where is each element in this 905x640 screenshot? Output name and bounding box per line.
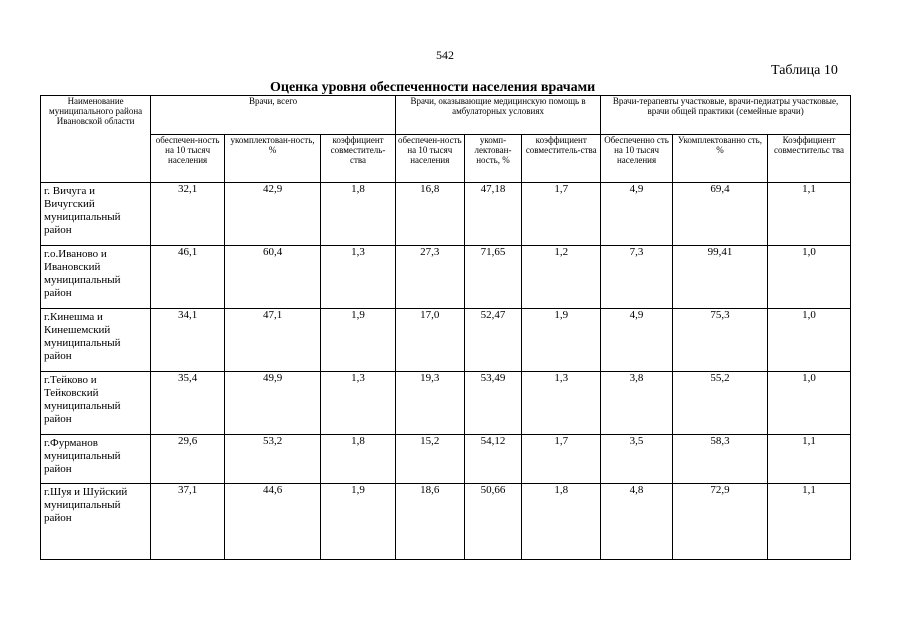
value-cell: 69,4 xyxy=(672,183,767,246)
value-cell: 54,12 xyxy=(464,435,522,484)
value-cell: 4,9 xyxy=(601,309,673,372)
value-cell: 1,0 xyxy=(767,309,850,372)
value-cell: 1,7 xyxy=(522,183,601,246)
subheader-staffing: укомплектован-ность, % xyxy=(225,135,321,183)
subheader-coverage: обеспечен-ность на 10 тысяч населения xyxy=(151,135,225,183)
value-cell: 27,3 xyxy=(395,246,464,309)
region-name-cell: г. Вичуга и Вичугский муниципальный район xyxy=(41,183,151,246)
value-cell: 47,1 xyxy=(225,309,321,372)
header-group-all-doctors: Врачи, всего xyxy=(151,96,396,135)
value-cell: 53,2 xyxy=(225,435,321,484)
value-cell: 44,6 xyxy=(225,484,321,560)
header-region-name: Наименование муниципального района Ивановской области xyxy=(41,96,151,183)
value-cell: 32,1 xyxy=(151,183,225,246)
region-name-cell: г.Шуя и Шуйский муниципальный район xyxy=(41,484,151,560)
region-name-cell: г.Кинешма и Кинешемский муниципальный район xyxy=(41,309,151,372)
value-cell: 3,5 xyxy=(601,435,673,484)
value-cell: 15,2 xyxy=(395,435,464,484)
subheader-coverage: Обеспеченно сть на 10 тысяч населения xyxy=(601,135,673,183)
value-cell: 1,7 xyxy=(522,435,601,484)
value-cell: 58,3 xyxy=(672,435,767,484)
table-label: Таблица 10 xyxy=(771,63,838,78)
value-cell: 52,47 xyxy=(464,309,522,372)
value-cell: 29,6 xyxy=(151,435,225,484)
value-cell: 1,1 xyxy=(767,183,850,246)
value-cell: 1,3 xyxy=(522,372,601,435)
value-cell: 1,8 xyxy=(522,484,601,560)
value-cell: 1,9 xyxy=(522,309,601,372)
value-cell: 46,1 xyxy=(151,246,225,309)
value-cell: 71,65 xyxy=(464,246,522,309)
value-cell: 47,18 xyxy=(464,183,522,246)
subheader-staffing: укомп-лектован-ность, % xyxy=(464,135,522,183)
value-cell: 1,0 xyxy=(767,246,850,309)
table-row xyxy=(41,309,851,372)
header-group-outpatient-doctors: Врачи, оказывающие медицинскую помощь в амбулаторных условиях xyxy=(395,96,600,135)
value-cell: 18,6 xyxy=(395,484,464,560)
value-cell: 1,2 xyxy=(522,246,601,309)
value-cell: 75,3 xyxy=(672,309,767,372)
value-cell: 1,8 xyxy=(321,435,396,484)
value-cell: 1,1 xyxy=(767,484,850,560)
header-group-district-doctors: Врачи-терапевты участковые, врачи-педиатры участковые, врачи общей практики (семейные врачи) xyxy=(601,96,851,135)
value-cell: 60,4 xyxy=(225,246,321,309)
value-cell: 4,9 xyxy=(601,183,673,246)
table-row xyxy=(41,484,851,560)
value-cell: 1,9 xyxy=(321,309,396,372)
value-cell: 50,66 xyxy=(464,484,522,560)
value-cell: 55,2 xyxy=(672,372,767,435)
value-cell: 7,3 xyxy=(601,246,673,309)
value-cell: 1,3 xyxy=(321,372,396,435)
value-cell: 72,9 xyxy=(672,484,767,560)
table-title: Оценка уровня обеспеченности населения врачами xyxy=(270,80,596,95)
value-cell: 19,3 xyxy=(395,372,464,435)
table-row xyxy=(41,246,851,309)
value-cell: 3,8 xyxy=(601,372,673,435)
value-cell: 1,0 xyxy=(767,372,850,435)
page-number: 542 xyxy=(436,48,454,62)
value-cell: 34,1 xyxy=(151,309,225,372)
subheader-coverage: обеспечен-ность на 10 тысяч населения xyxy=(395,135,464,183)
value-cell: 99,41 xyxy=(672,246,767,309)
value-cell: 1,9 xyxy=(321,484,396,560)
subheader-part-time-ratio: Коэффициент совместительс тва xyxy=(767,135,850,183)
subheader-staffing: Укомплектованно сть, % xyxy=(672,135,767,183)
value-cell: 49,9 xyxy=(225,372,321,435)
table-row xyxy=(41,435,851,484)
region-name-cell: г.о.Иваново и Ивановский муниципальный район xyxy=(41,246,151,309)
value-cell: 53,49 xyxy=(464,372,522,435)
value-cell: 37,1 xyxy=(151,484,225,560)
value-cell: 1,8 xyxy=(321,183,396,246)
value-cell: 1,1 xyxy=(767,435,850,484)
value-cell: 4,8 xyxy=(601,484,673,560)
value-cell: 35,4 xyxy=(151,372,225,435)
value-cell: 1,3 xyxy=(321,246,396,309)
region-name-cell: г.Тейково и Тейковский муниципальный район xyxy=(41,372,151,435)
subheader-part-time-ratio: коэффициент совместитель-ства xyxy=(321,135,396,183)
value-cell: 42,9 xyxy=(225,183,321,246)
table-row xyxy=(41,372,851,435)
region-name-cell: г.Фурманов муниципальный район xyxy=(41,435,151,484)
physician-coverage-table xyxy=(40,95,851,560)
value-cell: 17,0 xyxy=(395,309,464,372)
value-cell: 16,8 xyxy=(395,183,464,246)
table-row xyxy=(41,183,851,246)
subheader-part-time-ratio: коэффициент совместитель-ства xyxy=(522,135,601,183)
